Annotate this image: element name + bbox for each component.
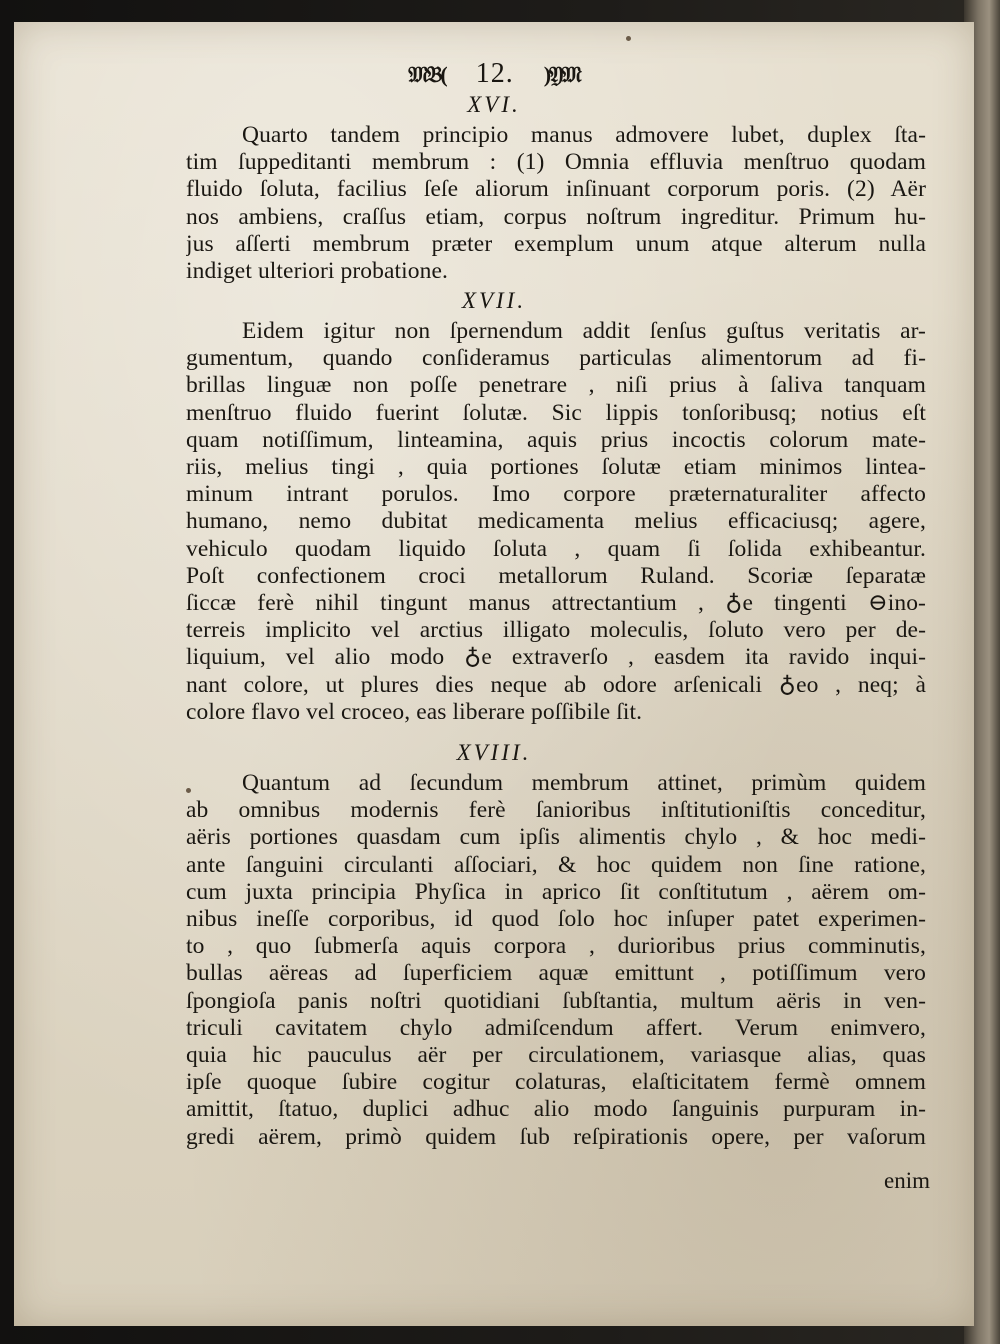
text-line: amittit, ſtatuo, duplici adhuc alio modo ſanguinis purpuram in- bbox=[186, 1096, 926, 1123]
text-line: triculi cavitatem chylo admiſcendum affert. Verum enimvero, bbox=[186, 1014, 926, 1041]
text-line: indiget ulteriori probatione. bbox=[186, 258, 448, 285]
text-line: aëris portiones quasdam cum ipſis alimentis chylo , & hoc medi- bbox=[186, 824, 926, 851]
text-line: riis, melius tingi , quia portiones ſolutæ etiam minimos lintea- bbox=[186, 454, 926, 481]
section-numeral-xvii: XVII. bbox=[461, 288, 527, 313]
text-line: nant colore, ut plures dies neque ab odore arſenicali ♁eo , neq; à bbox=[186, 671, 926, 698]
text-line: colore flavo vel croceo, eas liberare poſſibile ſit. bbox=[186, 698, 643, 725]
text-line: tim ſuppeditanti membrum : (1) Omnia effluvia menſtruo quodam bbox=[186, 149, 926, 176]
catchword: enim bbox=[884, 1168, 930, 1193]
page-header bbox=[14, 58, 974, 90]
section-xviii-text bbox=[186, 770, 926, 1151]
text-line: nos ambiens, craſſus etiam, corpus noſtrum ingreditur. Primum hu- bbox=[186, 203, 926, 230]
text-line: ab omnibus modernis ferè ſanioribus inſtitutioniſtis conceditur, bbox=[186, 797, 926, 824]
page-number: 12. bbox=[475, 58, 514, 89]
text-line: ante ſanguini circulanti aſſociari, & hoc quidem non ſine ratione, bbox=[186, 851, 926, 878]
text-line: terreis implicito vel arctius illigato moleculis, ſoluto vero per de- bbox=[186, 617, 926, 644]
section-xvii-text bbox=[186, 318, 926, 726]
text-line: humano, nemo dubitat medicamenta melius efficaciusq; agere, bbox=[186, 508, 926, 535]
text-line: to , quo ſubmerſa aquis corpora , durioribus prius comminutis, bbox=[186, 933, 926, 960]
header-ornament-left: 𝔐𝔅( bbox=[408, 62, 446, 87]
text-line: Eidem igitur non ſpernendum addit ſenſus guſtus veritatis ar- bbox=[242, 318, 926, 344]
header-ornament-right: )𝔜𝔐 bbox=[543, 62, 580, 87]
book-page bbox=[14, 22, 974, 1326]
text-line: minum intrant porulos. Imo corpore præternaturaliter affecto bbox=[186, 481, 926, 508]
text-line: cum juxta principia Phyſica in aprico ſit conſtitutum , aërem om- bbox=[186, 878, 926, 905]
text-line: Poſt confectionem croci metallorum Ruland. Scoriæ ſeparatæ bbox=[186, 562, 926, 589]
text-line: gumentum, quando conſideramus particulas alimentorum ad fi- bbox=[186, 345, 926, 372]
section-numeral-xvi: XVI. bbox=[467, 92, 521, 117]
text-line: ipſe quoque ſubire cogitur colaturas, elaſticitatem fermè omnem bbox=[186, 1069, 926, 1096]
text-line: gredi aërem, primò quidem ſub reſpirationis opere, per vaſorum bbox=[186, 1123, 926, 1150]
section-xvi-text bbox=[186, 122, 926, 285]
text-line: nibus ineſſe corporibus, id quod ſolo hoc inſuper patet experimen- bbox=[186, 906, 926, 933]
text-line: fluido ſoluta, facilius ſeſe aliorum inſinuant corporum poris. (2) Aër bbox=[186, 176, 926, 203]
text-line: quia hic pauculus aër per circulationem, variasque alias, quas bbox=[186, 1042, 926, 1069]
text-line: vehiculo quodam liquido ſoluta , quam ſi ſolida exhibeantur. bbox=[186, 535, 926, 562]
text-line: ſpongioſa panis noſtri quotidiani ſubſtantia, multum aëris in ven- bbox=[186, 987, 926, 1014]
text-line: quam notiſſimum, linteamina, aquis prius incoctis colorum mate- bbox=[186, 426, 926, 453]
text-line: Quarto tandem principio manus admovere lubet, duplex ſta- bbox=[242, 122, 926, 148]
ink-speck bbox=[626, 36, 631, 41]
text-line: jus aſſerti membrum præter exemplum unum atque alterum nulla bbox=[186, 230, 926, 257]
text-line: ſiccæ ferè nihil tingunt manus attrectantium , ♁e tingenti ⊖ino- bbox=[186, 590, 926, 617]
text-line: bullas aëreas ad ſuperficiem aquæ emittunt , potiſſimum vero bbox=[186, 960, 926, 987]
text-line: liquium, vel alio modo ♁e extraverſo , easdem ita ravido inqui- bbox=[186, 644, 926, 671]
text-line: menſtruo fluido fuerint ſolutæ. Sic lippis tonſoribusq; notius eſt bbox=[186, 399, 926, 426]
text-line: Quantum ad ſecundum membrum attinet, primùm quidem bbox=[242, 770, 926, 796]
text-line: brillas linguæ non poſſe penetrare , niſi prius à ſaliva tanquam bbox=[186, 372, 926, 399]
section-numeral-xviii: XVIII. bbox=[456, 740, 532, 765]
ink-speck bbox=[186, 788, 191, 793]
